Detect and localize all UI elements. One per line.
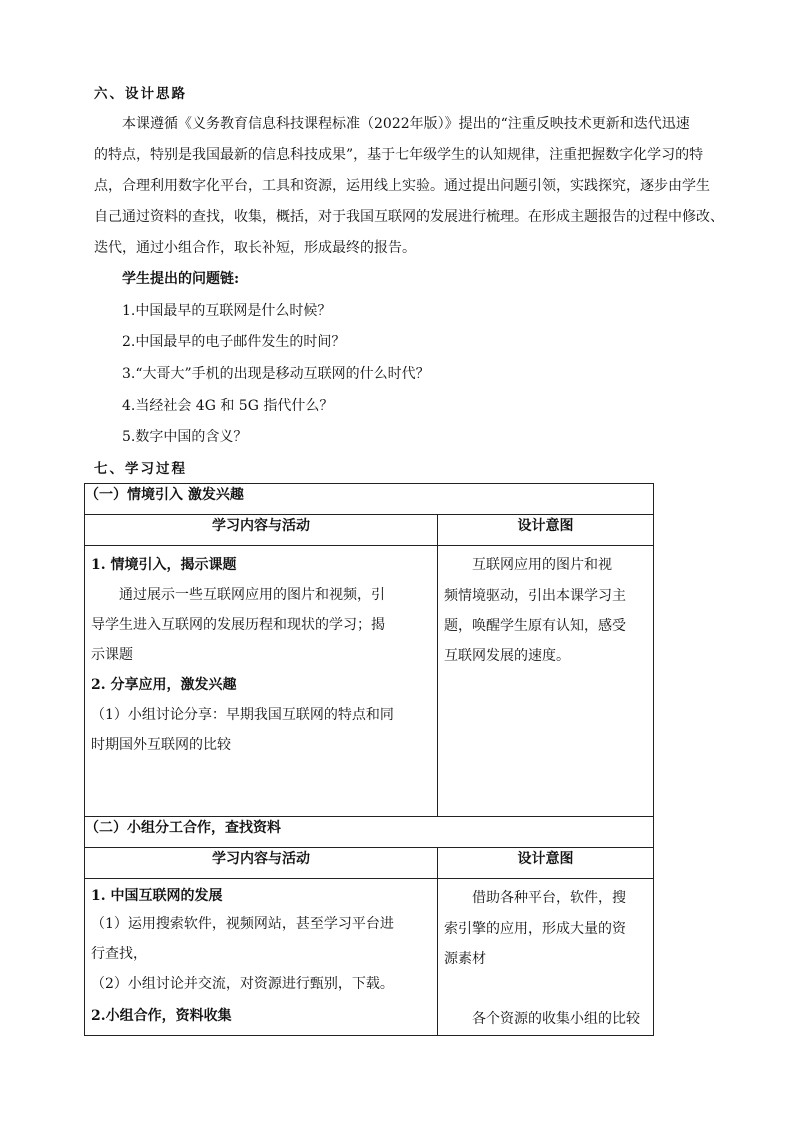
activity-text-line: 导学生进入互联网的发展历程和现状的学习；揭: [91, 617, 385, 633]
part-2-content-cell: [85, 879, 438, 1036]
paragraph-line: 本课遵循《义务教育信息科技课程标准（2022年版）》提出的“注重反映技术更新和迭代迅速: [122, 116, 690, 132]
paragraph-line: 点，合理利用数字化平台，工具和资源，运用线上实验。通过提出问题引领，实践探究，逐步由学生: [94, 178, 710, 194]
activity-text-line: 通过展示一些互联网应用的图片和视频，引: [119, 587, 385, 603]
column-header-content: 学习内容与活动: [85, 515, 438, 546]
activity-text-line: （1）运用搜索软件，视频网站，甚至学习平台进: [91, 916, 394, 932]
intent-line: 互联网发展的速度。: [444, 648, 570, 664]
intent-line: 互联网应用的图片和视: [472, 557, 612, 573]
intent-line: 索引擎的应用，形成大量的资: [444, 921, 626, 937]
part-1-title-row: [85, 484, 654, 515]
activity-text-line: （2）小组讨论并交流，对资源进行甄别，下载。: [91, 976, 394, 992]
activity-text-line: 示课题: [91, 647, 133, 663]
activity-text-line: 时期国外互联网的比较: [91, 737, 231, 753]
intent-line: 题，唤醒学生原有认知，感受: [444, 618, 626, 634]
activity-heading: 1. 情境引入，揭示课题: [91, 557, 237, 573]
activity-heading: 2.小组合作，资料收集: [91, 1008, 232, 1024]
learning-process-table: [84, 483, 654, 1036]
section-7-heading: 七、学习过程: [94, 461, 187, 477]
part-2-title-row: [85, 817, 654, 848]
column-header-intent: 设计意图: [438, 848, 654, 879]
design-rationale-paragraph: [94, 109, 724, 264]
activity-text-line: 行查找，: [91, 946, 147, 962]
intent-line: 各个资源的收集小组的比较: [472, 1011, 640, 1027]
intent-line: 借助各种平台，软件，搜: [472, 890, 626, 906]
paragraph-line: 自己通过资料的查找，收集，概括，对于我国互联网的发展进行梳理。在形成主题报告的过程中修改、: [94, 209, 724, 225]
section-6-heading: 六、设计思路: [94, 86, 187, 102]
part-1-content-cell: [85, 546, 438, 817]
part-2-title: （二）小组分工合作，查找资料: [85, 817, 654, 848]
activity-text-line: （1）小组讨论分享：早期我国互联网的特点和同: [91, 707, 394, 723]
part-2-intent-cell: [438, 879, 654, 1036]
question-item: 5.数字中国的含义？: [122, 429, 248, 445]
question-item: 2.中国最早的电子邮件发生的时间？: [122, 334, 346, 350]
column-header-content: 学习内容与活动: [85, 848, 438, 879]
question-item: 1.中国最早的互联网是什么时候？: [122, 303, 332, 319]
question-item: 3.“大哥大”手机的出现是移动互联网的什么时代？: [122, 366, 430, 382]
column-header-row: [85, 515, 654, 546]
question-item: 4.当经社会 4G 和 5G 指代什么？: [122, 398, 334, 414]
part-1-body-row: [85, 546, 654, 817]
part-1-intent-cell: [438, 546, 654, 817]
question-chain-title: 学生提出的问题链:: [122, 271, 240, 287]
activity-heading: 1. 中国互联网的发展: [91, 888, 223, 904]
column-header-intent: 设计意图: [438, 515, 654, 546]
paragraph-line: 迭代，通过小组合作，取长补短，形成最终的报告。: [94, 240, 416, 256]
part-1-title: （一）情境引入 激发兴趣: [85, 484, 654, 515]
part-2-body-row: [85, 879, 654, 1036]
intent-line: 源素材: [444, 951, 486, 967]
activity-heading: 2. 分享应用，激发兴趣: [91, 677, 237, 693]
column-header-row: [85, 848, 654, 879]
paragraph-line: 的特点，特别是我国最新的信息科技成果”，基于七年级学生的认知规律，注重把握数字化学习的特: [94, 147, 704, 163]
intent-line: 频情境驱动，引出本课学习主: [444, 588, 626, 604]
